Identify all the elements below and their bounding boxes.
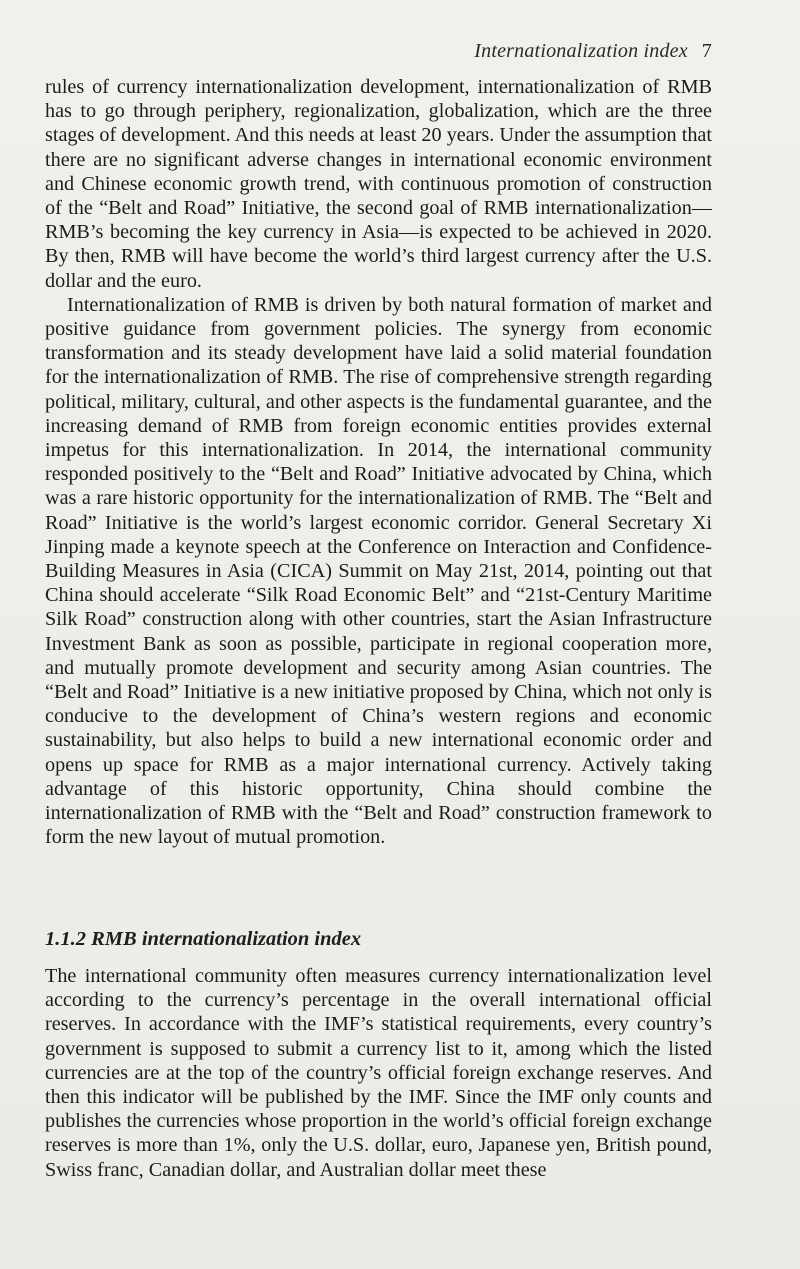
paragraph-continuation: rules of currency internationalization development, internationalization of RMB has to go through periphery, regionalization, globalization, which are the three stages of development. And this needs at least 20 years. Under the assumption that there are no significant adverse changes in international economic environment and Chinese economic growth trend, with continuous promotion of construction of the “Belt and Road” Initiative, the second goal of RMB internationalization—RMB’s becoming the key currency in Asia—is expected to be achieved in 2020. By then, RMB will have become the world’s third largest currency after the U.S. dollar and the euro. xyxy=(45,76,712,292)
body-text xyxy=(45,75,712,850)
paragraph-rmb-drivers: Internationalization of RMB is driven by both natural formation of market and positive guidance from government policies. The synergy from economic transformation and its steady development have laid a solid material foundation for the internationalization of RMB. The rise of comprehensive strength regarding political, military, cultural, and other aspects is the fundamental guarantee, and the increasing demand of RMB from foreign economic entities provides external impetus for this internationalization. In 2014, the international community responded positively to the “Belt and Road” Initiative advocated by China, which was a rare historic opportunity for the internationalization of RMB. The “Belt and Road” Initiative is the world’s largest economic corridor. General Secretary Xi Jinping made a keynote speech at the Conference on Interaction and Confidence-Building Measures in Asia (CICA) Summit on May 21st, 2014, pointing out that China should accelerate “Silk Road Economic Belt” and “21st-Century Maritime Silk Road” construction along with other countries, start the Asian Infrastructure Investment Bank as soon as possible, participate in regional cooperation more, and mutually promote development and security among Asian countries. The “Belt and Road” Initiative is a new initiative proposed by China, which not only is conducive to the development of China’s western regions and economic sustainability, but also helps to build a new international economic order and opens up space for RMB as a major international currency. Actively taking advantage of this historic opportunity, China should combine the internationalization of RMB with the “Belt and Road” construction framework to form the new layout of mutual promotion. xyxy=(45,293,712,849)
section-text xyxy=(45,964,712,1182)
section-heading: 1.1.2 RMB internationalization index xyxy=(45,928,362,950)
running-title: Internationalization index xyxy=(474,40,688,62)
page-number: 7 xyxy=(701,40,712,62)
paragraph-index-intro: The international community often measures currency internationalization level according to the currency’s percentage in the overall international official reserves. In accordance with the IMF’s statistical requirements, every country’s government is supposed to submit a currency list to it, among which the listed currencies are at the top of the country’s official foreign exchange reserves. And then this indicator will be published by the IMF. Since the IMF only counts and publishes the currencies whose proportion in the world’s official foreign exchange reserves is more than 1%, only the U.S. dollar, euro, Japanese yen, British pound, Swiss franc, Canadian dollar, and Australian dollar meet these xyxy=(45,965,712,1181)
running-header xyxy=(474,40,712,63)
